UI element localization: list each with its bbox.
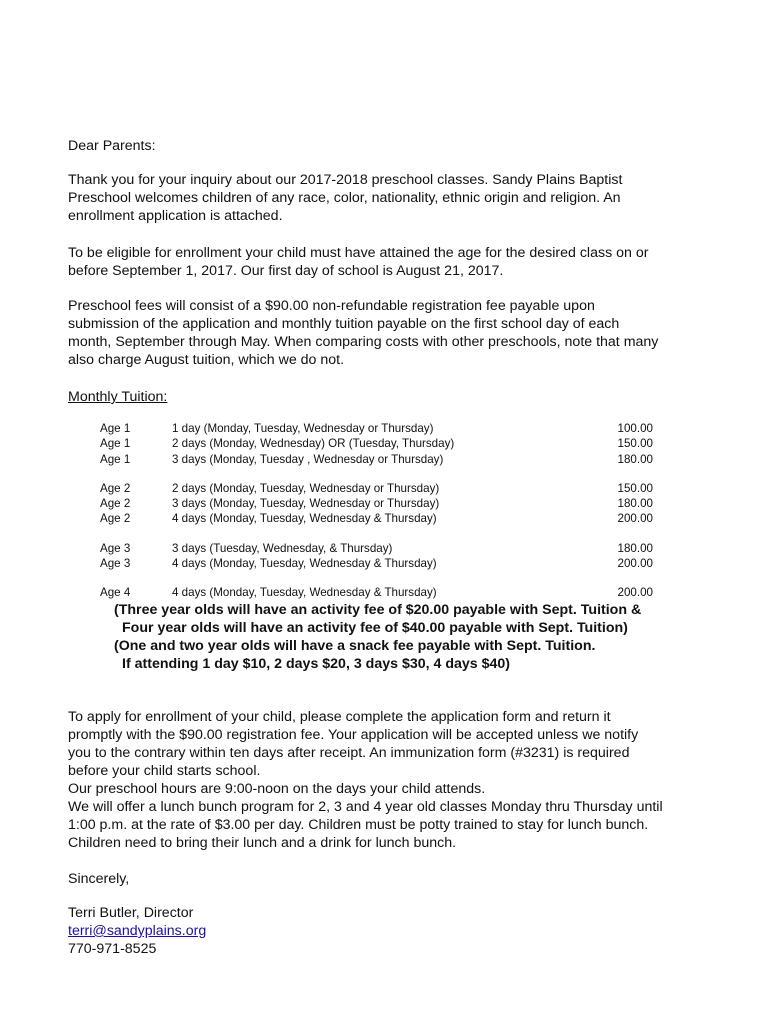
tuition-price: 200.00 [617,586,653,599]
tuition-days: 4 days (Monday, Tuesday, Wednesday & Thursday) [172,512,437,525]
tuition-age: Age 3 [100,557,131,570]
fees-line: Preschool fees will consist of a $90.00 non-refundable registration fee payable upon [68,298,595,314]
intro-line: Preschool welcomes children of any race, color, nationality, ethnic origin and religion. An [68,190,621,206]
tuition-price: 100.00 [617,422,653,435]
tuition-row [0,511,770,526]
tuition-row [0,556,770,571]
tuition-days: 1 day (Monday, Tuesday, Wednesday or Thursday) [172,422,434,435]
fees-line: also charge August tuition, which we do not. [68,352,345,368]
apply-line: 1:00 p.m. at the rate of $3.00 per day. Children must be potty trained to stay for lunch bunch. [68,817,649,833]
tuition-price: 200.00 [617,557,653,570]
email-link[interactable]: terri@sandyplains.org [68,923,207,939]
fees-line: submission of the application and monthly tuition payable on the first school day of each [68,316,620,332]
tuition-heading-text: Monthly Tuition: [68,389,168,405]
fees-line: month, September through May. When comparing costs with other preschools, note that many [68,334,659,350]
apply-line: Our preschool hours are 9:00-noon on the days your child attends. [68,781,486,797]
eligibility-line: To be eligible for enrollment your child must have attained the age for the desired class on or [68,245,649,261]
tuition-heading [68,388,718,406]
tuition-row [0,585,770,600]
phone-number: 770-971-8525 [68,941,157,957]
tuition-row [0,452,770,467]
tuition-age: Age 2 [100,512,131,525]
signature-block [68,904,718,958]
closing: Sincerely, [68,871,130,887]
apply-line: promptly with the $90.00 registration fee. Your application will be accepted unless we notify [68,727,639,743]
fee-note-line: Four year olds will have an activity fee of $40.00 payable with Sept. Tuition) [122,620,628,636]
tuition-price: 150.00 [617,437,653,450]
tuition-days: 3 days (Monday, Tuesday , Wednesday or Thursday) [172,453,444,466]
fee-note-line: (One and two year olds will have a snack fee payable with Sept. Tuition. [114,638,596,654]
tuition-price: 200.00 [617,512,653,525]
fee-note-line: (Three year olds will have an activity fee of $20.00 payable with Sept. Tuition & [114,602,642,618]
intro-line: Thank you for your inquiry about our 2017-2018 preschool classes. Sandy Plains Baptist [68,172,623,188]
tuition-days: 3 days (Tuesday, Wednesday, & Thursday) [172,542,393,555]
tuition-age: Age 3 [100,542,131,555]
tuition-age: Age 1 [100,422,131,435]
tuition-age: Age 2 [100,482,131,495]
eligibility-paragraph [68,244,718,280]
apply-line: before your child starts school. [68,763,261,779]
tuition-row [0,436,770,451]
fees-paragraph [68,297,718,369]
tuition-age: Age 1 [100,437,131,450]
tuition-days: 4 days (Monday, Tuesday, Wednesday & Thursday) [172,586,437,599]
apply-paragraph [68,708,718,852]
tuition-row [0,481,770,496]
tuition-price: 180.00 [617,453,653,466]
tuition-price: 180.00 [617,497,653,510]
intro-line: enrollment application is attached. [68,208,283,224]
eligibility-line: before September 1, 2017. Our first day of school is August 21, 2017. [68,263,504,279]
tuition-age: Age 1 [100,453,131,466]
tuition-days: 3 days (Monday, Tuesday, Wednesday or Thursday) [172,497,440,510]
apply-line: We will offer a lunch bunch program for 2, 3 and 4 year old classes Monday thru Thursday until [68,799,663,815]
apply-line: you to the contrary within ten days after receipt. An immunization form (#3231) is required [68,745,630,761]
tuition-row [0,421,770,436]
greeting: Dear Parents: [68,138,156,154]
tuition-row [0,541,770,556]
tuition-days: 4 days (Monday, Tuesday, Wednesday & Thursday) [172,557,437,570]
tuition-price: 150.00 [617,482,653,495]
tuition-age: Age 2 [100,497,131,510]
tuition-age: Age 4 [100,586,131,599]
signature-name: Terri Butler, Director [68,905,194,921]
apply-line: To apply for enrollment of your child, please complete the application form and return it [68,709,611,725]
tuition-days: 2 days (Monday, Wednesday) OR (Tuesday, Thursday) [172,437,455,450]
apply-line: Children need to bring their lunch and a drink for lunch bunch. [68,835,457,851]
tuition-price: 180.00 [617,542,653,555]
tuition-row [0,496,770,511]
intro-paragraph [68,171,718,225]
tuition-days: 2 days (Monday, Tuesday, Wednesday or Thursday) [172,482,440,495]
fee-note-line: If attending 1 day $10, 2 days $20, 3 days $30, 4 days $40) [122,656,511,672]
